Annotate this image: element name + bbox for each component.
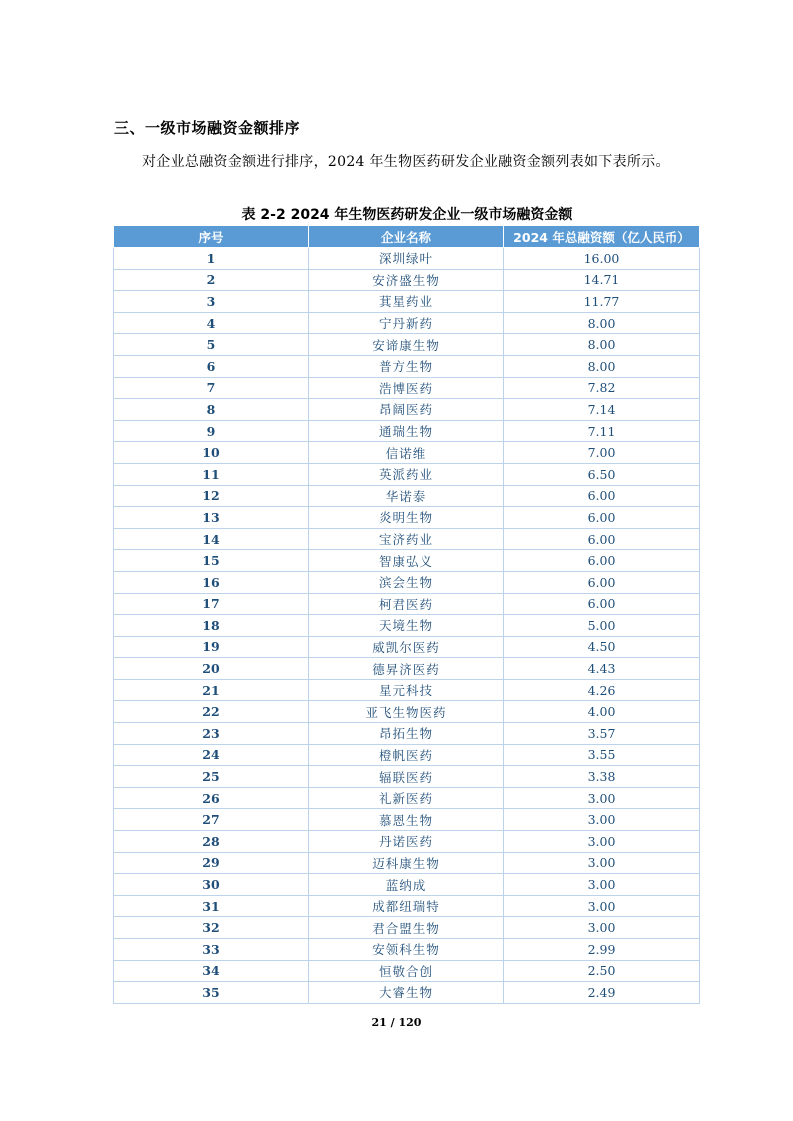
cell-amount: 3.55 xyxy=(504,744,700,766)
cell-index: 2 xyxy=(114,269,309,291)
table-row xyxy=(114,420,700,442)
cell-amount: 4.00 xyxy=(504,701,700,723)
cell-index: 14 xyxy=(114,528,309,550)
cell-amount: 6.00 xyxy=(504,485,700,507)
cell-company-name: 橙帆医药 xyxy=(309,744,504,766)
cell-index: 22 xyxy=(114,701,309,723)
table-row xyxy=(114,507,700,529)
cell-company-name: 成都纽瑞特 xyxy=(309,895,504,917)
table-row xyxy=(114,528,700,550)
cell-company-name: 恒敬合创 xyxy=(309,960,504,982)
cell-index: 6 xyxy=(114,355,309,377)
cell-index: 30 xyxy=(114,874,309,896)
cell-company-name: 大睿生物 xyxy=(309,982,504,1004)
cell-index: 29 xyxy=(114,852,309,874)
table-row xyxy=(114,248,700,270)
cell-index: 32 xyxy=(114,917,309,939)
cell-index: 9 xyxy=(114,420,309,442)
cell-index: 5 xyxy=(114,334,309,356)
cell-amount: 11.77 xyxy=(504,291,700,313)
table-caption: 表 2-2 2024 年生物医药研发企业一级市场融资金额 xyxy=(241,207,573,223)
cell-company-name: 昂阔医药 xyxy=(309,399,504,421)
cell-index: 20 xyxy=(114,658,309,680)
cell-index: 33 xyxy=(114,939,309,961)
cell-index: 23 xyxy=(114,723,309,745)
cell-company-name: 深圳绿叶 xyxy=(309,248,504,270)
cell-amount: 2.99 xyxy=(504,939,700,961)
cell-amount: 3.00 xyxy=(504,874,700,896)
cell-company-name: 昂拓生物 xyxy=(309,723,504,745)
cell-company-name: 礼新医药 xyxy=(309,787,504,809)
cell-amount: 8.00 xyxy=(504,312,700,334)
cell-index: 10 xyxy=(114,442,309,464)
cell-amount: 8.00 xyxy=(504,334,700,356)
cell-index: 16 xyxy=(114,571,309,593)
cell-amount: 4.50 xyxy=(504,636,700,658)
cell-index: 27 xyxy=(114,809,309,831)
cell-company-name: 慕恩生物 xyxy=(309,809,504,831)
table-header-row xyxy=(114,226,700,248)
cell-amount: 3.00 xyxy=(504,787,700,809)
table-row xyxy=(114,377,700,399)
cell-amount: 4.26 xyxy=(504,679,700,701)
cell-index: 7 xyxy=(114,377,309,399)
table-row xyxy=(114,701,700,723)
cell-index: 28 xyxy=(114,831,309,853)
cell-amount: 3.00 xyxy=(504,852,700,874)
cell-amount: 4.43 xyxy=(504,658,700,680)
table-row xyxy=(114,399,700,421)
cell-company-name: 星元科技 xyxy=(309,679,504,701)
cell-amount: 3.00 xyxy=(504,831,700,853)
table-row xyxy=(114,874,700,896)
table-row xyxy=(114,291,700,313)
table-row xyxy=(114,355,700,377)
table-row xyxy=(114,442,700,464)
cell-company-name: 安谛康生物 xyxy=(309,334,504,356)
cell-index: 19 xyxy=(114,636,309,658)
table-row xyxy=(114,658,700,680)
cell-amount: 3.57 xyxy=(504,723,700,745)
cell-company-name: 宁丹新药 xyxy=(309,312,504,334)
table-row xyxy=(114,593,700,615)
cell-index: 31 xyxy=(114,895,309,917)
table-row xyxy=(114,982,700,1004)
cell-index: 34 xyxy=(114,960,309,982)
cell-index: 24 xyxy=(114,744,309,766)
cell-amount: 16.00 xyxy=(504,248,700,270)
cell-amount: 3.00 xyxy=(504,917,700,939)
cell-index: 3 xyxy=(114,291,309,313)
intro-paragraph: 对企业总融资金额进行排序，2024 年生物医药研发企业融资金额列表如下表所示。 xyxy=(142,154,670,170)
cell-amount: 5.00 xyxy=(504,615,700,637)
cell-company-name: 安领科生物 xyxy=(309,939,504,961)
table-row xyxy=(114,939,700,961)
cell-amount: 7.82 xyxy=(504,377,700,399)
table-body xyxy=(114,248,700,1004)
financing-table xyxy=(113,225,700,1004)
table-row xyxy=(114,852,700,874)
cell-company-name: 威凯尔医药 xyxy=(309,636,504,658)
cell-index: 17 xyxy=(114,593,309,615)
table-row xyxy=(114,679,700,701)
cell-index: 12 xyxy=(114,485,309,507)
table-row xyxy=(114,831,700,853)
cell-amount: 8.00 xyxy=(504,355,700,377)
cell-index: 11 xyxy=(114,463,309,485)
table-row xyxy=(114,960,700,982)
cell-amount: 7.14 xyxy=(504,399,700,421)
header-amount: 2024 年总融资额（亿人民币） xyxy=(504,226,700,248)
table-row xyxy=(114,571,700,593)
table-row xyxy=(114,312,700,334)
table-row xyxy=(114,485,700,507)
cell-company-name: 蓝纳成 xyxy=(309,874,504,896)
cell-amount: 6.50 xyxy=(504,463,700,485)
cell-amount: 3.00 xyxy=(504,809,700,831)
header-company: 企业名称 xyxy=(309,226,504,248)
cell-company-name: 丹诺医药 xyxy=(309,831,504,853)
table-row xyxy=(114,636,700,658)
cell-amount: 2.49 xyxy=(504,982,700,1004)
table-row xyxy=(114,895,700,917)
cell-company-name: 华诺泰 xyxy=(309,485,504,507)
cell-amount: 6.00 xyxy=(504,593,700,615)
cell-index: 8 xyxy=(114,399,309,421)
cell-company-name: 辐联医药 xyxy=(309,766,504,788)
cell-company-name: 安济盛生物 xyxy=(309,269,504,291)
table-row xyxy=(114,550,700,572)
cell-company-name: 宝济药业 xyxy=(309,528,504,550)
header-index: 序号 xyxy=(114,226,309,248)
table-row xyxy=(114,615,700,637)
cell-company-name: 柯君医药 xyxy=(309,593,504,615)
cell-company-name: 智康弘义 xyxy=(309,550,504,572)
table-row xyxy=(114,787,700,809)
cell-index: 21 xyxy=(114,679,309,701)
cell-company-name: 浩博医药 xyxy=(309,377,504,399)
cell-amount: 14.71 xyxy=(504,269,700,291)
cell-index: 18 xyxy=(114,615,309,637)
cell-company-name: 亚飞生物医药 xyxy=(309,701,504,723)
cell-company-name: 天境生物 xyxy=(309,615,504,637)
table-row xyxy=(114,334,700,356)
table-row xyxy=(114,766,700,788)
section-heading: 三、一级市场融资金额排序 xyxy=(114,119,301,137)
cell-amount: 7.11 xyxy=(504,420,700,442)
cell-company-name: 英派药业 xyxy=(309,463,504,485)
cell-amount: 6.00 xyxy=(504,528,700,550)
cell-index: 15 xyxy=(114,550,309,572)
cell-amount: 2.50 xyxy=(504,960,700,982)
cell-amount: 6.00 xyxy=(504,550,700,572)
cell-company-name: 滨会生物 xyxy=(309,571,504,593)
cell-amount: 6.00 xyxy=(504,571,700,593)
cell-company-name: 信诺维 xyxy=(309,442,504,464)
table-row xyxy=(114,463,700,485)
cell-index: 1 xyxy=(114,248,309,270)
table-row xyxy=(114,269,700,291)
cell-company-name: 德昇济医药 xyxy=(309,658,504,680)
cell-company-name: 炎明生物 xyxy=(309,507,504,529)
table-row xyxy=(114,723,700,745)
cell-company-name: 通瑞生物 xyxy=(309,420,504,442)
cell-amount: 3.38 xyxy=(504,766,700,788)
cell-amount: 3.00 xyxy=(504,895,700,917)
cell-amount: 7.00 xyxy=(504,442,700,464)
cell-index: 35 xyxy=(114,982,309,1004)
cell-index: 26 xyxy=(114,787,309,809)
cell-index: 13 xyxy=(114,507,309,529)
cell-company-name: 萁星药业 xyxy=(309,291,504,313)
cell-index: 4 xyxy=(114,312,309,334)
cell-company-name: 普方生物 xyxy=(309,355,504,377)
cell-amount: 6.00 xyxy=(504,507,700,529)
cell-company-name: 迈科康生物 xyxy=(309,852,504,874)
cell-index: 25 xyxy=(114,766,309,788)
table-row xyxy=(114,917,700,939)
table-row xyxy=(114,744,700,766)
cell-company-name: 君合盟生物 xyxy=(309,917,504,939)
table-row xyxy=(114,809,700,831)
page-number: 21 / 120 xyxy=(371,1016,422,1029)
